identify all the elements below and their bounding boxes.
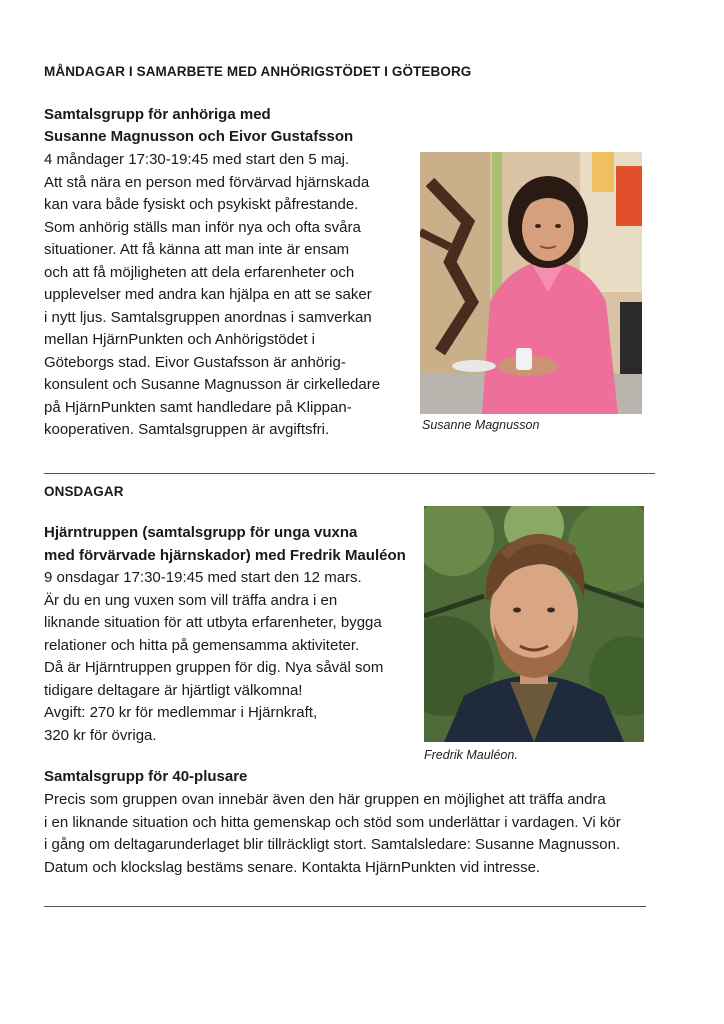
body-line: situationer. Att få känna att man inte är ensam <box>44 241 350 258</box>
body-line: och att få möjligheten att dela erfarenheter och <box>44 263 355 281</box>
portrait-illustration <box>424 506 644 742</box>
divider <box>44 473 655 474</box>
section3-title: Samtalsgrupp för 40-plusare <box>44 768 248 785</box>
photo-fredrik-mauleon <box>424 506 644 742</box>
body-line: i nytt ljus. Samtalsgruppen anordnas i samverkan <box>44 308 372 326</box>
section1-body <box>44 149 414 442</box>
section-heading-wednesdays: ONSDAGAR <box>44 484 124 499</box>
section1-title-line-1: Samtalsgrupp för anhöriga med <box>44 106 271 123</box>
body-line: Då är Hjärntruppen gruppen för dig. Nya såväl som <box>44 659 384 676</box>
photo-susanne-magnusson <box>420 152 642 414</box>
section2-title-line-1: Hjärntruppen (samtalsgrupp för unga vuxna <box>44 524 358 541</box>
body-line: 4 måndager 17:30-19:45 med start den 5 maj. <box>44 151 350 168</box>
body-line: kooperativen. Samtalsgruppen är avgiftsfri. <box>44 421 330 438</box>
body-line: liknande situation för att utbyta erfarenheter, bygga <box>44 614 382 631</box>
body-line: upplevelser med andra kan hjälpa en att se saker <box>44 286 372 303</box>
body-line: Göteborgs stad. Eivor Gustafsson är anhörig- <box>44 353 346 371</box>
section-heading-mondays: MÅNDAGAR I SAMARBETE MED ANHÖRIGSTÖDET I GÖTEBORG <box>44 64 472 79</box>
body-line: Precis som gruppen ovan innebär även den här gruppen en möjlighet att träffa andra <box>44 791 606 808</box>
photo-caption-fredrik: Fredrik Mauléon. <box>424 748 518 762</box>
body-line: kan vara både fysiskt och psykiskt påfrestande. <box>44 196 359 213</box>
body-line: mellan HjärnPunkten och Anhörigstödet i <box>44 331 315 348</box>
body-line: Datum och klockslag bestäms senare. Kontakta HjärnPunkten vid intresse. <box>44 858 541 876</box>
body-line: 9 onsdagar 17:30-19:45 med start den 12 mars. <box>44 569 362 586</box>
section1-title-line-2: Susanne Magnusson och Eivor Gustafsson <box>44 128 354 145</box>
body-line: Är du en ung vuxen som vill träffa andra i en <box>44 591 338 609</box>
body-line: relationer och hitta på gemensamma aktiviteter. <box>44 636 360 654</box>
photo-caption-susanne: Susanne Magnusson <box>422 418 540 432</box>
section2-title-line-2: med förvärvade hjärnskador) med Fredrik Mauléon <box>44 547 406 564</box>
portrait-illustration <box>420 152 642 414</box>
divider <box>44 906 646 907</box>
section3-body <box>44 789 664 879</box>
body-line: Som anhörig ställs man inför nya och ofta svåra <box>44 218 361 236</box>
body-line: konsulent och Susanne Magnusson är cirkelledare <box>44 376 381 393</box>
body-line: tidigare deltagare är hjärtligt välkomna! <box>44 681 303 699</box>
section2-body <box>44 567 419 747</box>
body-line: på HjärnPunkten samt handledare på Klippan- <box>44 398 352 416</box>
body-line: i gång om deltagarunderlaget blir tillräckligt stort. Samtalsledare: Susanne Magnusson. <box>44 836 621 853</box>
body-line: i en liknande situation och hitta gemenskap och stöd som underlättar i vardagen. Vi kör <box>44 813 621 831</box>
body-line: Avgift: 270 kr för medlemmar i Hjärnkraft, <box>44 704 318 721</box>
body-line: 320 kr för övriga. <box>44 726 157 744</box>
body-line: Att stå nära en person med förvärvad hjärnskada <box>44 173 370 191</box>
